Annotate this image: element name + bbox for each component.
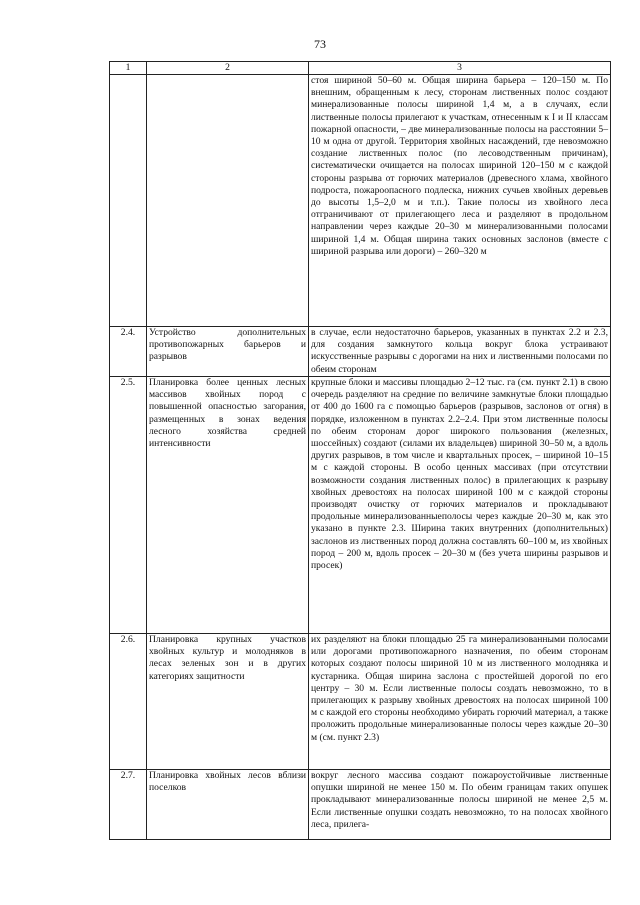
table-row [110, 327, 611, 377]
row-title: Планировка крупных участков хвойных культур и молодняков в лесах зеленых зон и в других категориях защитности [147, 634, 309, 770]
table-row [110, 75, 611, 327]
row-text: крупные блоки и массивы площадью 2–12 тыс. га (см. пункт 2.1) в свою очередь разделяют на средние по величине замкнутые блоки площадью от 400 до 1600 га с помощью барьеров (разрывов, заслонов от огня) в порядке, изложенном в пунктах 2.2–2.4. При этом лиственные полосы по обеим сторонам дорог широкого пользования (железных, шоссейных) создают (силами их владельцев) шириной 30–50 м, а вдоль других разрывов, в том числе и квартальных просек, – шириной 10–15 м с каждой стороны. В особо ценных массивах (при отсутствии возможности создания лиственных полос) в прилегающих к разрыву хвойных древостоях на полосах шириной 100 м с каждой стороны производят очистку от горючих материалов и прокладывают продольные минерализованныеполосы через каждые 20–30 м, как это указано в пункте 2.3. Ширина таких внутренних (дополнительных) заслонов из лиственных пород должна составлять 60–100 м, из хвойных пород – 200 м, вдоль просек – 20–30 м (без учета ширины разрывов и просек) [309, 377, 611, 634]
row-number: 2.7. [110, 770, 147, 840]
row-title: Планировка более ценных лесных массивов хвойных пород с повышенной опасностью загорания, размещенных в зонах ведения лесного хозяйства средней интенсивности [147, 377, 309, 634]
table-row [110, 634, 611, 770]
row-number: 2.5. [110, 377, 147, 634]
row-number [110, 75, 147, 327]
row-title [147, 75, 309, 327]
row-number: 2.4. [110, 327, 147, 377]
row-text: в случае, если недостаточно барьеров, указанных в пунктах 2.2 и 2.3, для создания замкнутого кольца вокруг блока устраивают искусственные разрывы с дорогами на них и лиственными полосами по обеим сторонам [309, 327, 611, 377]
table-header-row [110, 62, 611, 75]
row-text: вокруг лесного массива создают пожароустойчивые лиственные опушки шириной не менее 150 м. По обеим границам таких опушек прокладывают минерализованные полосы шириной не менее 2,5 м. Если лиственные опушки создать невозможно, то на полосах хвойного леса, прилега- [309, 770, 611, 840]
row-text: их разделяют на блоки площадью 25 га минерализованными полосами или дорогами противопожарного назначения, по обеим сторонам которых создают полосы шириной 10 м из лиственного молодняка и кустарника. Общая ширина заслона с простейшей дорогой по его центру – 30 м. Если лиственные полосы создать невозможно, то в прилегающих к разрыву хвойных древостоях на полосах шириной 100 м с каждой его стороны необходимо убирать горючий материал, а также проложить продольные минерализованные полосы через каждые 20–30 м (см. пункт 2.3) [309, 634, 611, 770]
row-title: Устройство дополнительных противопожарных барьеров и разрывов [147, 327, 309, 377]
row-text: стоя шириной 50–60 м. Общая ширина барьера – 120–150 м. По внешним, обращенным к лесу, сторонам лиственных полос создают минерализованные полосы шириной 1,4 м, а в случаях, если лиственные полосы прилегают к участкам, отнесенным к I и II классам пожарной опасности, – две минерализованные полосы на расстоянии 5–10 м одна от другой. Территория хвойных насаждений, где невозможно создание лиственных полос (по лесоводственным причинам), систематически очищается на полосах шириной 120–150 м с каждой стороны разрыва от горючих материалов (древесного хлама, хвойного подроста, пожароопасного подлеска, нижних сучьев хвойных деревьев до высоты 1,5–2,0 м и т.п.). Такие полосы из хвойного леса отграничивают от прилегающего леса и разделяют в продольном направлении через каждые 20–30 м минерализованными полосами шириной 1,4 м. Общая ширина таких основных заслонов (вместе с шириной разрыва или дороги) – 260–320 м [309, 75, 611, 327]
row-number: 2.6. [110, 634, 147, 770]
fire-protection-table [109, 61, 611, 840]
table-row [110, 377, 611, 634]
header-col-1: 1 [110, 62, 147, 75]
row-title: Планировка хвойных лесов вблизи поселков [147, 770, 309, 840]
page-number: 73 [314, 37, 326, 51]
table-row [110, 770, 611, 840]
header-col-2: 2 [147, 62, 309, 75]
header-col-3: 3 [309, 62, 611, 75]
